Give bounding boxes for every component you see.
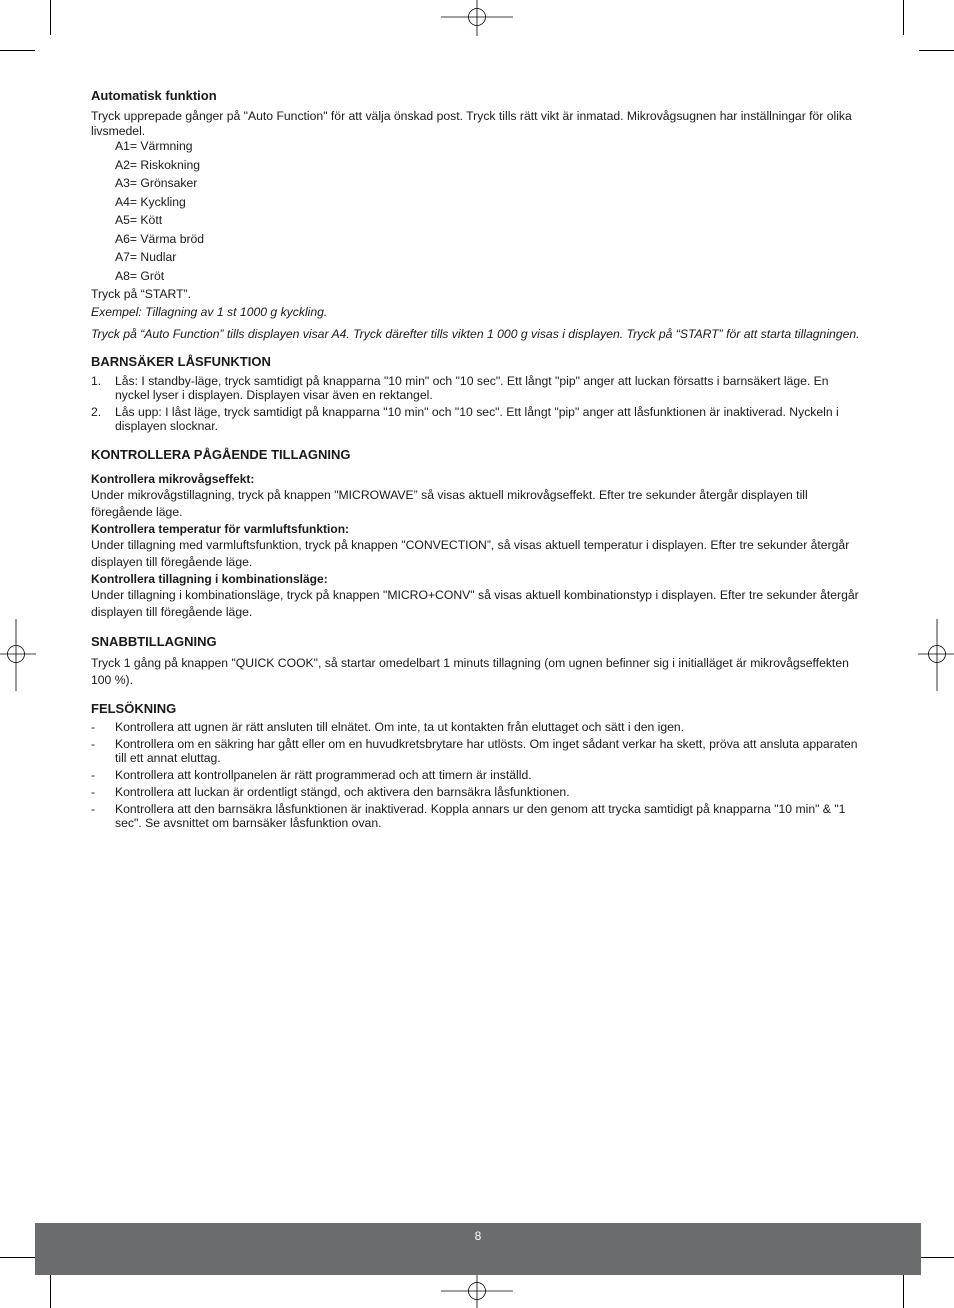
list-item (91, 374, 861, 402)
auto-intro: Tryck upprepade gånger på "Auto Function" för att välja önskad post. Tryck tills rätt vikt är inmatad. Mikrovågsugnen har inställningar för olika livsmedel. (91, 109, 852, 138)
crop-mark (0, 50, 35, 51)
list-item-text: Kontrollera att ugnen är rätt ansluten till elnätet. Om inte, ta ut kontakten från eluttaget och sätt i den igen. (115, 720, 685, 734)
list-item-text: Lås: I standby-läge, tryck samtidigt på knapparna "10 min" och "10 sec". Ett långt "pip" anger att luckan försatts i barnsäkert läge. En nyckel lyser i displayen. Displayen visar även en rektangel. (115, 374, 829, 402)
list-item: A2= Riskokning (115, 157, 201, 172)
list-dash: - (91, 737, 96, 751)
crop-mark (50, 1273, 51, 1308)
list-item-text: Kontrollera att kontrollpanelen är rätt programmerad och att timern är inställd. (115, 768, 532, 782)
press-start-text: Tryck på “START”. (91, 287, 191, 301)
footer-bar (35, 1223, 921, 1275)
check-sub-convection: Kontrollera temperatur för varmluftsfunktion: (91, 522, 350, 536)
crop-mark (919, 1257, 954, 1258)
list-item-text: Kontrollera om en säkring har gått eller om en huvudkretsbrytare har utlösts. Om inget sådant verkar ha skett, pröva att ansluta apparaten till ett annat eluttag. (115, 737, 858, 765)
list-dash: - (91, 720, 96, 734)
list-number: 1. (91, 374, 102, 388)
list-item: A4= Kyckling (115, 194, 186, 209)
quick-heading: SNABBTILLAGNING (91, 634, 217, 649)
trouble-heading: FELSÖKNING (91, 701, 177, 716)
list-item (91, 802, 861, 830)
crop-mark (919, 50, 954, 51)
list-number: 2. (91, 405, 102, 419)
check-sub-microwave: Kontrollera mikrovågseffekt: (91, 472, 255, 486)
page-number: 8 (474, 1229, 482, 1243)
list-item: A8= Gröt (115, 268, 165, 283)
list-dash: - (91, 802, 96, 816)
registration-mark-bottom (441, 1272, 513, 1308)
registration-mark-right (918, 619, 954, 691)
list-item (91, 720, 861, 734)
check-text-combination: Under tillagning i kombinationsläge, tryck på knappen "MICRO+CONV" så visas aktuell kombinationstyp i displayen. Efter tre sekunder återgår displayen till föregående läge. (91, 588, 859, 619)
list-dash: - (91, 785, 96, 799)
list-item: A5= Kött (115, 213, 163, 227)
page-content (91, 88, 861, 833)
crop-mark (0, 1257, 35, 1258)
list-item (91, 785, 861, 799)
list-item: A7= Nudlar (115, 250, 177, 264)
list-item: A6= Värma bröd (115, 231, 205, 246)
list-item-text: Kontrollera att den barnsäkra låsfunktionen är inaktiverad. Koppla annars ur den genom att trycka samtidigt på knapparna "10 min" & "1 sec". Se avsnittet om barnsäker låsfunktion ovan. (115, 802, 846, 830)
list-item (91, 768, 861, 782)
auto-program-list (91, 137, 861, 285)
crop-mark (903, 1273, 904, 1308)
quick-text: Tryck 1 gång på knappen "QUICK COOK", så startar omedelbart 1 minuts tillagning (om ugnen befinner sig i initialläget är mikrovågseffekten 100 %). (91, 656, 849, 687)
list-item: A1= Värmning (115, 139, 193, 153)
list-item-text: Kontrollera att luckan är ordentligt stängd, och aktivera den barnsäkra låsfunktionen. (115, 785, 570, 799)
list-item: A3= Grönsaker (115, 176, 198, 190)
crop-mark (50, 0, 51, 35)
check-heading: KONTROLLERA PÅGÅENDE TILLAGNING (91, 447, 351, 462)
check-text-convection: Under tillagning med varmluftsfunktion, tryck på knappen "CONVECTION”, så visas aktuell temperatur i displayen. Efter tre sekunder återgår displayen till föregående läge. (91, 538, 850, 569)
list-item (91, 405, 861, 433)
check-sub-combination: Kontrollera tillagning i kombinationsläge: (91, 572, 328, 586)
registration-mark-left (0, 619, 36, 691)
crop-mark (903, 0, 904, 35)
trouble-list (91, 720, 861, 830)
example-label: Exempel: Tillagning av 1 st 1000 g kyckling. (91, 305, 328, 319)
example-text: Tryck på “Auto Function” tills displayen visar A4. Tryck därefter tills vikten 1 000 g visas i displayen. Tryck på “START” för att starta tillagningen. (91, 327, 860, 341)
list-item (91, 737, 861, 765)
registration-mark-top (441, 0, 513, 36)
lock-heading: BARNSÄKER LÅSFUNKTION (91, 354, 271, 369)
list-item-text: Lås upp: I låst läge, tryck samtidigt på knapparna "10 min" och "10 sec". Ett långt "pip" anger att låsfunktionen är inaktiverad. Nyckeln i displayen slocknar. (115, 405, 839, 433)
list-dash: - (91, 768, 96, 782)
lock-list (91, 374, 861, 433)
check-text-microwave: Under mikrovågstillagning, tryck på knappen "MICROWAVE” så visas aktuell mikrovågseffekt. Efter tre sekunder återgår displayen till föregående läge. (91, 488, 808, 519)
auto-heading: Automatisk funktion (91, 88, 217, 103)
